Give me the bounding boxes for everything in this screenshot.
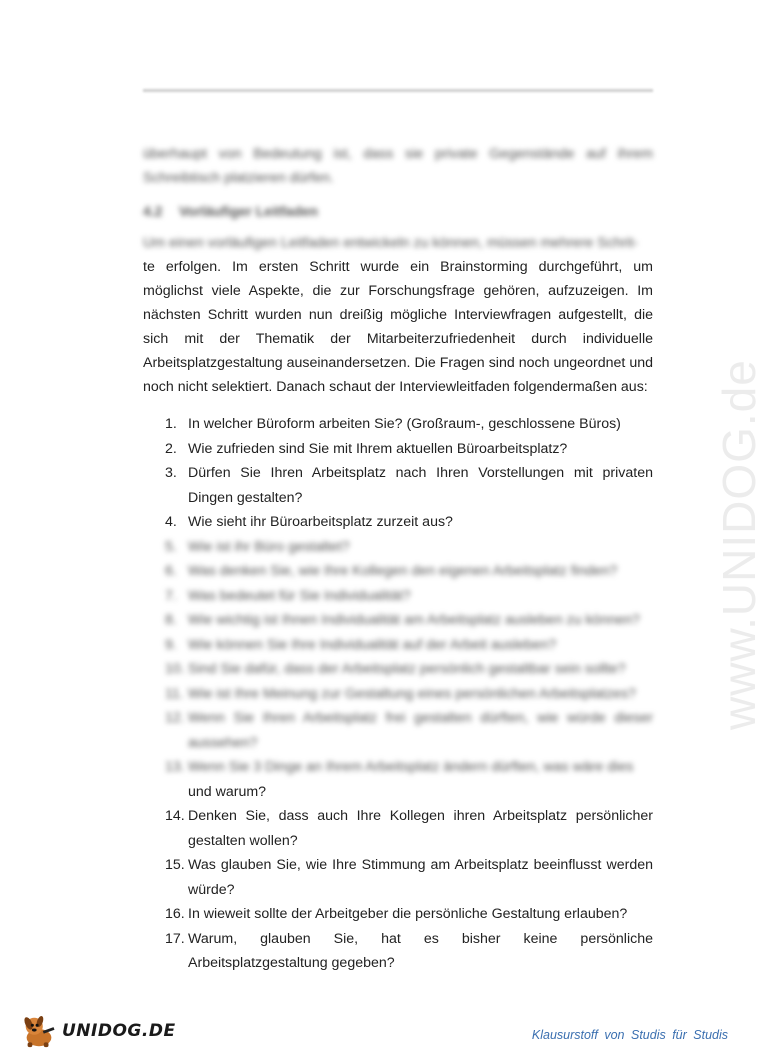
list-item: 12. Wenn Sie Ihren Arbeitsplatz frei gestalten dürften, wie würde dieser aussehen? xyxy=(165,710,653,751)
watermark: www.UNIDOG.de xyxy=(713,359,765,730)
intro-paragraph: überhaupt von Bedeutung ist, dass sie private Gegenstände auf ihrem Schreibtisch platzieren dürfen. xyxy=(143,146,653,186)
dog-mascot-icon xyxy=(20,1012,58,1050)
list-item: 2. Wie zufrieden sind Sie mit Ihrem aktuellen Büroarbeitsplatz? xyxy=(165,440,568,457)
question-list xyxy=(143,412,653,976)
list-item: 14. Denken Sie, dass auch Ihre Kollegen ihren Arbeitsplatz persönlicher gestalten wollen? xyxy=(165,808,653,849)
section-title: Vorläufiger Leitfaden xyxy=(179,203,318,219)
section-body: te erfolgen. Im ersten Schritt wurde ein Brainstorming durchgeführt, um möglichst viele Aspekte, die zur Forschungsfrage gehören, aufzuzeigen. Im nächsten Schritt wurden nun dreißig mögliche Interviewfragen aufgestellt, die sich mit der Thematik der Mitarbeiterzufriedenheit durch individuelle Arbeitsplatzgestaltung auseinandersetzen. Die Fragen sind noch ungeordnet und noch nicht selektiert. Danach schaut der Interviewleitfaden folgendermaßen aus: xyxy=(143,259,653,395)
list-item: 9. Wie können Sie Ihre Individualität auf der Arbeit ausleben? xyxy=(165,636,557,653)
footer-tagline: Klausurstoff von Studis für Studis xyxy=(531,1028,728,1042)
logo-text: UNIDOG.DE xyxy=(62,1021,176,1041)
section-heading xyxy=(143,200,653,222)
list-item: 1. In welcher Büroform arbeiten Sie? (Großraum-, geschlossene Büros) xyxy=(165,416,621,432)
list-item: 13. Wenn Sie 3 Dinge an Ihrem Arbeitsplatz ändern dürften, was wäre dies xyxy=(165,759,634,775)
list-item: 16. In wieweit sollte der Arbeitgeber die persönliche Gestaltung erlauben? xyxy=(165,906,628,922)
list-item: 10. Sind Sie dafür, dass der Arbeitsplatz persönlich gestaltbar sein sollte? xyxy=(165,661,626,677)
list-item: 17. Warum, glauben Sie, hat es bisher keine persönliche Arbeitsplatzgestaltung gegeben? xyxy=(165,930,653,971)
section-number: 4.2 xyxy=(143,203,163,219)
list-item: 3. Dürfen Sie Ihren Arbeitsplatz nach Ihren Vorstellungen mit privaten Dingen gestalten? xyxy=(165,465,653,506)
list-item: 15. Was glauben Sie, wie Ihre Stimmung am Arbeitsplatz beeinflusst werden würde? xyxy=(165,857,653,898)
list-item: 7. Was bedeutet für Sie Individualität? xyxy=(165,587,411,604)
list-item: 5. Wie ist ihr Büro gestaltet? xyxy=(165,538,350,555)
list-item: 6. Was denken Sie, wie Ihre Kollegen den eigenen Arbeitsplatz finden? xyxy=(165,563,618,579)
list-item: und warum? xyxy=(188,783,267,800)
list-item: 11. Wie ist Ihre Meinung zur Gestaltung eines persönlichen Arbeitsplatzes? xyxy=(165,685,636,702)
list-item: 4. Wie sieht ihr Büroarbeitsplatz zurzeit aus? xyxy=(165,514,453,530)
section-first-line: Um einen vorläufigen Leitfaden entwickeln zu können, müssen mehrere Schrit- xyxy=(143,235,639,251)
header-rule xyxy=(143,89,653,92)
unidog-logo[interactable] xyxy=(20,1010,176,1052)
list-item: 8. Wie wichtig ist Ihnen Individualität am Arbeitsplatz ausleben zu können? xyxy=(165,612,640,628)
